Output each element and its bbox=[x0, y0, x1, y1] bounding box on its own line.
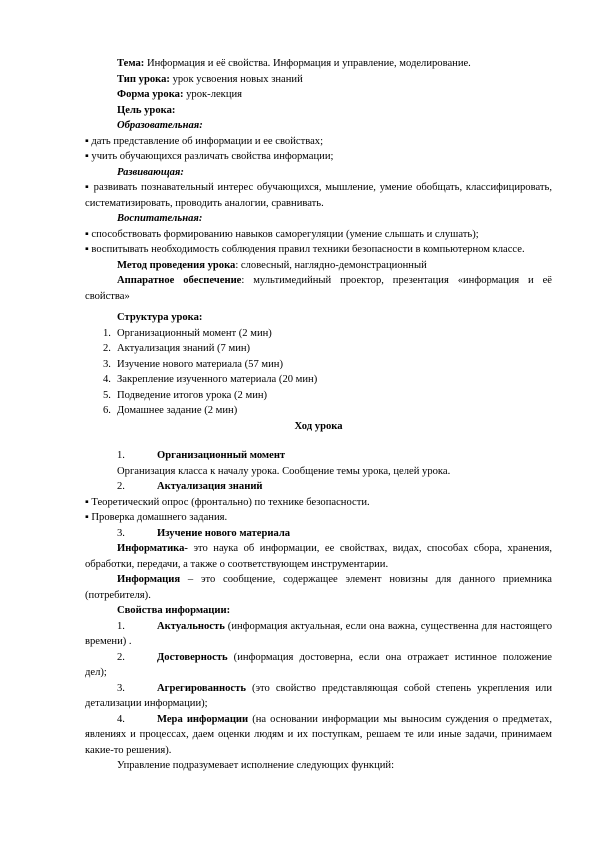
management-text: Управление подразумевает исполнение следующих функций: bbox=[117, 760, 395, 771]
developing-item: ▪ развивать познавательный интерес обучающихся, мышление, умение обобщать, классифицировать, систематизировать, проводить аналогии, сравнивать. bbox=[85, 182, 552, 209]
structure-item-number: 1. bbox=[103, 327, 111, 339]
structure-item-number: 5. bbox=[103, 389, 111, 401]
structure-item-text: Закрепление изученного материала (20 мин) bbox=[117, 374, 318, 385]
property-item bbox=[85, 681, 552, 712]
method-line bbox=[85, 258, 552, 274]
section-3-number: 3. bbox=[117, 527, 125, 539]
structure-item-text: Организационный момент (2 мин) bbox=[117, 327, 272, 339]
property-number: 3. bbox=[117, 682, 125, 694]
information-text: – это сообщение, содержащее элемент новизны для данного приемника (потребителя). bbox=[85, 574, 552, 601]
course-title-text: Ход урока bbox=[294, 420, 343, 432]
informatics-definition bbox=[85, 541, 552, 572]
educational-item: ▪ дать представление об информации и ее свойствах; bbox=[85, 135, 324, 147]
property-text: (это свойство представляющая собой степень укрепления или детализации информации); bbox=[85, 682, 552, 709]
informatics-label: Информатика- bbox=[117, 543, 188, 554]
structure-item-number: 3. bbox=[103, 358, 111, 370]
property-number: 2. bbox=[117, 651, 125, 663]
property-item bbox=[85, 650, 552, 681]
spacer bbox=[85, 434, 552, 444]
section-2-number: 2. bbox=[117, 481, 125, 492]
lesson-form-line bbox=[85, 87, 552, 103]
property-number: 1. bbox=[117, 620, 125, 632]
property-text: (информация достоверна, если она отражает истинное положение дел); bbox=[85, 651, 552, 678]
developing-label: Развивающая: bbox=[117, 166, 184, 178]
equipment-line bbox=[85, 273, 552, 304]
structure-item-text: Изучение нового материала (57 мин) bbox=[117, 358, 283, 370]
property-name: Достоверность bbox=[157, 651, 228, 663]
section-2-title: Актуализация знаний bbox=[157, 481, 263, 492]
structure-item-text: Домашнее задание (2 мин) bbox=[117, 405, 238, 416]
section-1-title: Организационный момент bbox=[157, 450, 286, 461]
lesson-type-label: Тип урока: bbox=[117, 73, 170, 85]
course-title bbox=[85, 419, 552, 435]
structure-item-number: 4. bbox=[103, 374, 111, 385]
upbringing-item: ▪ способствовать формированию навыков саморегуляции (умение слышать и слушать); bbox=[85, 228, 479, 240]
section-1-heading bbox=[85, 448, 552, 464]
developing-heading bbox=[85, 165, 552, 181]
educational-heading bbox=[85, 118, 552, 134]
educational-item: ▪ учить обучающихся различать свойства информации; bbox=[85, 151, 334, 162]
property-number: 4. bbox=[117, 713, 125, 725]
property-name: Агрегированность bbox=[157, 682, 246, 694]
properties-label: Свойства информации: bbox=[117, 605, 231, 616]
lesson-type-line bbox=[85, 72, 552, 88]
lesson-form-label: Форма урока: bbox=[117, 89, 184, 100]
property-name: Актуальность bbox=[157, 620, 225, 632]
document-page bbox=[85, 56, 552, 774]
structure-item bbox=[85, 341, 552, 357]
topic-value: Информация и её свойства. Информация и управление, моделирование. bbox=[144, 58, 471, 69]
property-text: (на основании информации мы выносим суждения о предметах, явлениях и процессах, даем оценки людям и их поступкам, решаем те или иные задачи, принимаем какие-то решения). bbox=[85, 713, 552, 756]
structure-item-text: Подведение итогов урока (2 мин) bbox=[117, 389, 268, 401]
structure-label: Структура урока: bbox=[117, 312, 203, 323]
structure-item-number: 6. bbox=[103, 405, 111, 416]
upbringing-item: ▪ воспитывать необходимость соблюдения правил техники безопасности в компьютерном классе. bbox=[85, 244, 525, 255]
topic-line bbox=[85, 56, 552, 72]
topic-label: Тема: bbox=[117, 58, 145, 69]
structure-item-number: 2. bbox=[103, 343, 111, 354]
section-2-item: ▪ Теоретический опрос (фронтально) по технике безопасности. bbox=[85, 496, 370, 508]
structure-item-text: Актуализация знаний (7 мин) bbox=[117, 343, 251, 354]
method-value: : словесный, наглядно-демонстрационный bbox=[235, 259, 427, 271]
lesson-form-value: урок-лекция bbox=[183, 89, 243, 100]
educational-label: Образовательная: bbox=[117, 120, 203, 131]
property-name: Мера информации bbox=[157, 713, 249, 725]
lesson-type-value: урок усвоения новых знаний bbox=[169, 73, 303, 85]
structure-item bbox=[85, 372, 552, 388]
structure-item bbox=[85, 388, 552, 404]
properties-heading bbox=[85, 603, 552, 619]
informatics-text: это наука об информации, ее свойствах, видах, способах сбора, хранения, обработки, передачи, а также о соответствующем инструментарии. bbox=[85, 543, 552, 570]
section-3-heading bbox=[85, 526, 552, 542]
upbringing-heading bbox=[85, 211, 552, 227]
goal-label: Цель урока: bbox=[117, 104, 176, 116]
equipment-label: Аппаратное обеспечение bbox=[117, 275, 242, 286]
equipment-value: : мультимедийный проектор, презентация «информация и её свойства» bbox=[85, 275, 552, 302]
upbringing-label: Воспитательная: bbox=[117, 213, 203, 224]
section-2-item: ▪ Проверка домашнего задания. bbox=[85, 512, 228, 523]
section-1-text: Организация класса к началу урока. Сообщение темы урока, целей урока. bbox=[117, 465, 451, 477]
structure-item bbox=[85, 326, 552, 342]
section-3-title: Изучение нового материала bbox=[157, 527, 291, 539]
property-item bbox=[85, 619, 552, 650]
structure-item bbox=[85, 357, 552, 373]
property-text: (информация актуальная, если она важна, существенна для настоящего времени) . bbox=[85, 620, 552, 647]
property-item bbox=[85, 712, 552, 759]
method-label: Метод проведения урока bbox=[117, 259, 236, 271]
goal-heading bbox=[85, 103, 552, 119]
structure-list bbox=[85, 326, 552, 419]
structure-heading bbox=[85, 310, 552, 326]
information-label: Информация bbox=[117, 574, 181, 585]
structure-item bbox=[85, 403, 552, 419]
section-1-number: 1. bbox=[117, 450, 125, 461]
section-2-heading bbox=[85, 479, 552, 495]
information-definition bbox=[85, 572, 552, 603]
